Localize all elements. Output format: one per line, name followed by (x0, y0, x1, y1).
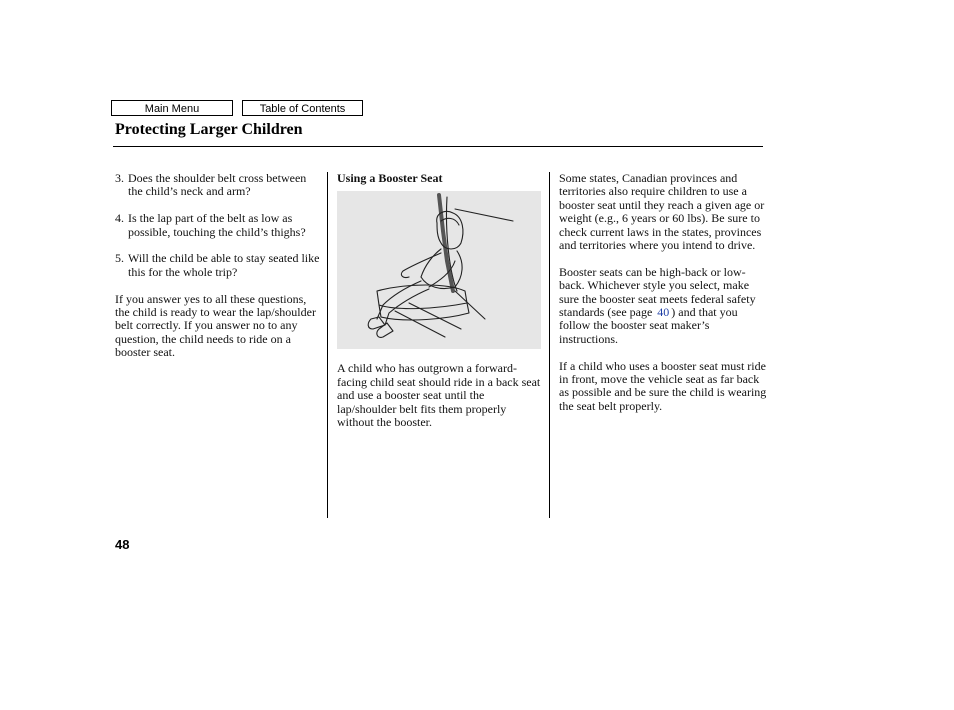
booster-types-text-end: ) and that you follow the booster seat maker’s instructions. (559, 305, 738, 346)
question-text: Will the child be able to stay seated like this for the whole trip? (128, 251, 320, 279)
main-menu-button[interactable]: Main Menu (111, 100, 233, 116)
question-text: Is the lap part of the belt as low as possible, touching the child’s thighs? (128, 211, 306, 239)
question-text: Does the shoulder belt cross between the child’s neck and arm? (128, 171, 307, 199)
question-item (115, 172, 321, 199)
front-seat-paragraph: If a child who uses a booster seat must ride in front, move the vehicle seat as far back as possible and be sure the child is wearing the seat belt properly. (559, 358, 767, 413)
column-middle (337, 172, 543, 443)
question-item (115, 252, 321, 279)
question-number: 3. (115, 171, 124, 185)
table-of-contents-button[interactable]: Table of Contents (242, 100, 363, 116)
section-heading: Using a Booster Seat (337, 171, 443, 185)
laws-paragraph: Some states, Canadian provinces and territories also require children to use a booster seat until they reach a given age or weight (e.g., 6 years or 60 lbs). Be sure to check current laws in the states, provinces and territories where you intend to drive. (559, 171, 765, 253)
page-reference-link[interactable]: 40 (657, 305, 670, 320)
booster-types-text: Booster seats can be high-back or low-back. Whichever style you select, make sure the booster seat meets federal safety standards (see page (559, 264, 756, 320)
booster-seat-illustration (337, 191, 541, 349)
booster-intro-paragraph: A child who has outgrown a forward-facing child seat should ride in a back seat and use a booster seat until the lap/shoulder belt fits them properly without the booster. (337, 361, 541, 430)
page-title: Protecting Larger Children (115, 121, 303, 138)
question-number: 5. (115, 251, 124, 266)
question-item (115, 212, 321, 239)
child-in-booster-seat-icon (337, 191, 541, 349)
page-number: 48 (115, 537, 130, 552)
booster-types-paragraph (559, 266, 767, 346)
conclusion-paragraph: If you answer yes to all these questions, the child is ready to wear the lap/shoulder belt correctly. If you answer no to any question, the child needs to ride on a booster seat. (115, 291, 316, 360)
column-divider-2 (549, 172, 550, 518)
question-number: 4. (115, 211, 124, 226)
column-right (559, 172, 767, 427)
title-divider (113, 146, 763, 147)
column-divider-1 (327, 172, 328, 518)
column-left (115, 172, 321, 373)
